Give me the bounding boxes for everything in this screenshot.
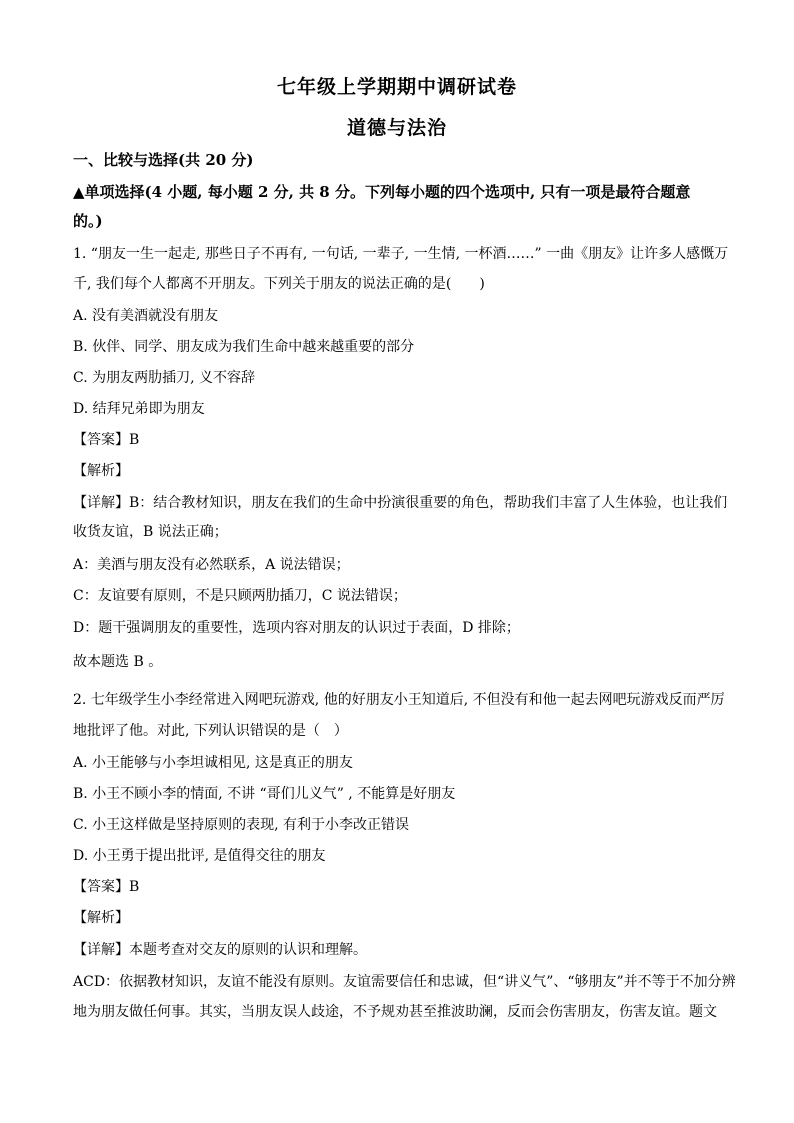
section-heading: 一、比较与选择(共 20 分) (73, 151, 254, 169)
q2-analysis-line-2: ACD：依据教材知识，友谊不能没有原则。友谊需要信任和忠诚，但“讲义气”、“够朋友”并不等于不加分辨 (73, 974, 736, 990)
instruction-line-2: 的。) (73, 212, 103, 230)
q1-analysis-line-6: 故本题选 B 。 (73, 654, 163, 670)
q2-answer: 【答案】B (73, 879, 140, 895)
q1-analysis-line-1: 【详解】B：结合教材知识，朋友在我们的生命中扮演很重要的角色，帮助我们丰富了人生体验，也让我们 (73, 495, 728, 511)
q2-stem-line-1: 2. 七年级学生小李经常进入网吧玩游戏, 他的好朋友小王知道后, 不但没有和他一起去网吧玩游戏反而严厉 (73, 692, 725, 708)
q2-option-b: B. 小王不顾小李的情面, 不讲 “哥们儿义气” , 不能算是好朋友 (73, 786, 456, 802)
q1-option-c: C. 为朋友两肋插刀, 义不容辞 (73, 370, 256, 386)
q2-analysis-line-1: 【详解】本题考查对交友的原则的认识和理解。 (73, 942, 367, 958)
exam-subject: 道德与法治 (346, 117, 447, 139)
q1-analysis-label: 【解析】 (73, 463, 129, 479)
q1-answer: 【答案】B (73, 432, 140, 448)
q1-stem-line-1: 1. “朋友一生一起走, 那些日子不再有, 一句话, 一辈子, 一生情, 一杯酒……” 一曲《朋友》让许多人感慨万 (73, 246, 729, 262)
q2-option-a: A. 小王能够与小李坦诚相见, 这是真正的朋友 (73, 755, 353, 771)
q2-option-c: C. 小王这样做是坚持原则的表现, 有利于小李改正错误 (73, 817, 410, 833)
exam-title: 七年级上学期期中调研试卷 (276, 76, 517, 98)
q1-stem-line-2: 千, 我们每个人都离不开朋友。下列关于朋友的说法正确的是( ) (73, 276, 485, 292)
q1-option-a: A. 没有美酒就没有朋友 (73, 308, 219, 324)
q1-analysis-line-2: 收货友谊，B 说法正确； (73, 524, 228, 540)
q1-analysis-line-3: A：美酒与朋友没有必然联系，A 说法错误； (73, 557, 350, 573)
instruction-line-1: ▲单项选择(4 小题, 每小题 2 分, 共 8 分。下列每小题的四个选项中, 只有一项是最符合题意 (73, 183, 691, 201)
q2-analysis-label: 【解析】 (73, 910, 129, 926)
q2-option-d: D. 小王勇于提出批评, 是值得交往的朋友 (73, 848, 326, 864)
q1-analysis-line-4: C：友谊要有原则，不是只顾两肋插刀，C 说法错误； (73, 588, 407, 604)
q1-option-b: B. 伙伴、同学、朋友成为我们生命中越来越重要的部分 (73, 339, 415, 355)
q2-stem-line-2: 地批评了他。对此, 下列认识错误的是（ ） (73, 723, 348, 739)
q1-analysis-line-5: D：题干强调朋友的重要性，选项内容对朋友的认识过于表面，D 排除； (73, 620, 520, 636)
q1-option-d: D. 结拜兄弟即为朋友 (73, 401, 205, 417)
q2-analysis-line-3: 地为朋友做任何事。其实，当朋友误人歧途，不予规劝甚至推波助澜，反而会伤害朋友，伤害友谊。题文 (73, 1004, 717, 1020)
